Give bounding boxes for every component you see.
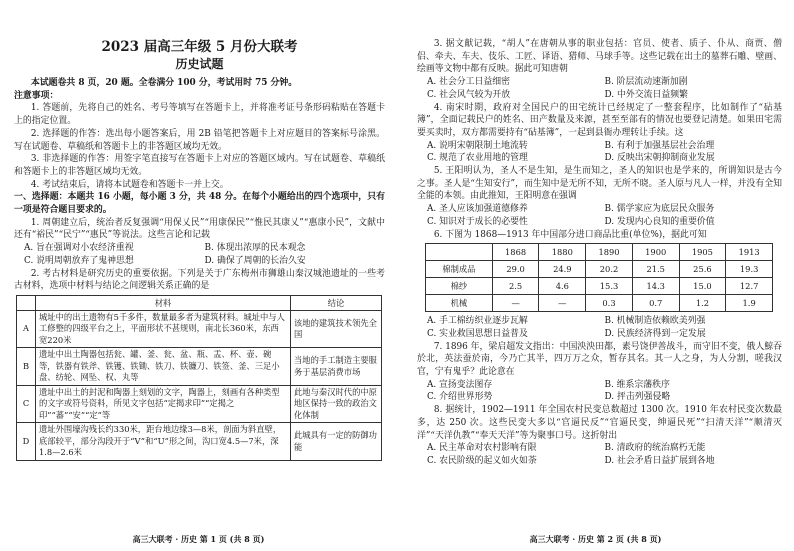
table-cell: 19.3 [726, 261, 773, 278]
q1-option-d: D. 确保了周朝的长治久安 [204, 255, 306, 266]
notice-item: 2. 选择题的作答：选出每小题答案后，用 2B 铅笔把答题卡上对应题目的答案标号涂黑。写在试题卷、草稿纸和答题卡上的非答题区域均无效。 [14, 128, 385, 152]
q4-option-b: B. 有利于加强基层社会治理 [604, 140, 715, 151]
material-cell: 遗址中出土陶器包括瓮、罐、釜、瓮、盆、瓶、盂、杯、壶、碗等，铁器有铁斧、铁镬、铁锄、铁刀、铁镰刀、铁签、釜、三足小盘、纺轮、网坠、权、丸等 [36, 348, 291, 386]
material-cell: 遗址中出土的封泥和陶器上刻划的文字，陶器上，刻画有各种类型的文字或符号资料，所见文字包括“定揭求印”“定揭之印”“蕃”“安”“定”等 [36, 385, 291, 423]
notice-item: 1. 答题前，先将自己的姓名、考号等填写在答题卡上，并将准考证号条形码粘贴在答题卡上的指定位置。 [14, 103, 385, 127]
material-header: 材料 [36, 295, 291, 310]
exam-title: 2023 届高三年级 5 月份大联考 [101, 39, 298, 55]
table-cell: 1.9 [726, 295, 773, 312]
row-label: C [17, 385, 36, 423]
q5-option-d: D. 发现内心良知的重要价值 [604, 216, 715, 227]
q2-stem: 2. 考古材料是研究历史的重要依据。下列是关于广东梅州市狮雄山秦汉城池遗址的一些考古材料，选项中材料与结论之间逻辑关系正确的是 [14, 268, 385, 292]
q5-option-b: B. 儒学家应为底层民众服务 [604, 204, 715, 215]
q4-option-a: A. 说明宋朝限制土地流转 [427, 140, 528, 151]
notice-item: 3. 非选择题的作答：用签字笔直接写在答题卡上对应的答题区域内。写在试题卷、草稿纸和答题卡上的非答题区域均无效。 [14, 154, 385, 177]
table-row [17, 348, 382, 386]
material-cell: 城址中的出土遗物有5千多件，数量最多者为建筑材料。城址中与人工修整的四级平台之上，平面形状不甚规则，南北长360米，东西宽220米 [36, 310, 291, 348]
section-heading: 一、选择题：本题共 16 小题，每小题 3 分，共 48 分。在每个小题给出的四个选项中，只有一项是符合题目要求的。 [14, 192, 385, 216]
conclusion-cell: 该地的建筑技术领先全国 [291, 310, 382, 348]
q8-option-c: C. 农民阶级的起义如火如荼 [427, 455, 537, 466]
q7-stem: 7. 1896 年，梁启超发文指出：中国泱泱田都，素号饶伊善战斗，而守旧不变，俄人鯨吞於北，英法蚕於南，今乃亡其半，四万万之众，暂存其名。其一人之身，为人分割，嗟我汉官，宁有鬼乎？此论意在 [417, 341, 782, 378]
q3-option-a: A. 社会分工日益细密 [427, 77, 511, 88]
q8-option-b: B. 清政府的统治腐朽无能 [604, 443, 706, 454]
page-footer-right: 高三大联考 · 历史 第 2 页 (共 8 页) [529, 534, 662, 544]
table-cell: 14.3 [632, 278, 679, 295]
q3-option-c: C. 社会风气较为开放 [427, 89, 511, 100]
q1-option-a: A. 旨在强调对小农经济重视 [24, 243, 134, 254]
conclusion-cell: 此地与秦汉时代的中原地区保持一致的政治文化体制 [291, 385, 382, 423]
table-row [17, 385, 382, 423]
q6-import-table [425, 243, 773, 312]
table-cell: 21.5 [632, 261, 679, 278]
row-label: D [17, 423, 36, 461]
q3-option-b: B. 阶层流动速渐加剧 [604, 77, 688, 88]
q7-option-a: A. 宣扬变法图存 [427, 379, 493, 390]
q6-stem: 6. 下图为 1868—1913 年中国部分进口商品比重(单位%)，据此可知 [433, 229, 707, 240]
row-label: 棉制成品 [426, 261, 493, 278]
material-cell: 遗址外围壕沟残长约330米，距台地边缘3—8米，剖面为斜直壁，底部较平，部分沟段开于“V”和“U”形之间，沟口宽4.5—7米，深1.8—2.6米 [36, 423, 291, 461]
q7-option-c: C. 介绍世界形势 [427, 392, 493, 403]
table-cell: — [492, 295, 539, 312]
table-cell: 15.3 [586, 278, 633, 295]
table-cell: 4.6 [539, 278, 586, 295]
q8-option-a: A. 民主革命对农村影响有限 [427, 443, 537, 454]
q7-options [417, 379, 782, 404]
q6-options [417, 315, 782, 340]
q4-stem: 4. 南宋时期，政府对全国民户的田宅统计已经规定了一整套程序，比如制作了“砧基簿”，全面记载民户的姓名、田产数量及来源，甚至至部有的情况也要登记清楚。如果田宅需要买卖时，双方都需要持有“砧基簿”，一起到县衙办理转让手续。这 [417, 102, 782, 138]
page-footer-left: 高三大联考 · 历史 第 1 页 (共 8 页) [132, 534, 265, 544]
year-header: 1880 [539, 244, 586, 261]
conclusion-header: 结论 [291, 295, 382, 310]
q5-options [417, 203, 782, 228]
q1-option-c: C. 说明周朝放弃了鬼神思想 [24, 255, 134, 266]
q1-options [14, 242, 385, 267]
q8-stem: 8. 据统计，1902—1911 年全国农村民变总数超过 1300 次。1910 年农村民变次数最多，达 250 次。这些民变大多以“官逼民反”“官逼民变，绅逼民死”“扫清天洋”“顺清灭洋”“天洋仇教”“奉天天洋”等为聚事口号。这折射出 [417, 405, 782, 441]
q5-option-c: C. 知识对于成长的必要性 [427, 216, 528, 227]
year-header: 1868 [492, 244, 539, 261]
table-corner [17, 295, 36, 310]
table-corner [426, 244, 493, 261]
table-cell: 2.5 [492, 278, 539, 295]
q1-option-b: B. 体现出浓厚的民本观念 [204, 243, 306, 254]
table-row [17, 423, 382, 461]
q3-option-d: D. 中外交流日益频繁 [604, 89, 688, 100]
row-label: 棉纱 [426, 278, 493, 295]
year-header: 1890 [586, 244, 633, 261]
q6-option-d: D. 民族经济得到一定发展 [604, 328, 706, 339]
exam-intro: 本试题卷共 8 页，20 题。全卷满分 100 分，考试用时 75 分钟。 [30, 78, 298, 88]
q6-option-c: C. 实业救国思想日益普及 [427, 328, 528, 339]
q7-option-d: D. 抨击列强侵略 [604, 392, 671, 403]
row-label: B [17, 348, 36, 386]
table-cell: 0.3 [586, 295, 633, 312]
table-cell: 25.6 [679, 261, 726, 278]
q3-options [417, 76, 782, 101]
q8-option-d: D. 社会矛盾日益扩展到各地 [604, 455, 715, 466]
table-row [426, 295, 773, 312]
notice-heading: 注意事项： [14, 90, 59, 101]
row-label: 机械 [426, 295, 493, 312]
q5-option-a: A. 圣人应该加强道德修养 [427, 204, 528, 215]
q8-options [417, 442, 782, 467]
year-header: 1900 [632, 244, 679, 261]
q4-option-d: D. 反映出宋朝抑制商业发展 [604, 153, 715, 164]
q6-option-b: B. 机械制造依赖欧美列强 [604, 316, 706, 327]
table-row [426, 261, 773, 278]
q6-option-a: A. 手工棉纺织业逐步瓦解 [427, 316, 528, 327]
table-row [17, 310, 382, 348]
q1-stem: 1. 周朝建立后，统治者反复强调“用保乂民”“用康保民”“惟民其康乂”“惠康小民”，文献中还有“裕民”“民宁”“惠民”等说法。这些言论和记载 [14, 217, 385, 241]
row-label: A [17, 310, 36, 348]
q2-material-table [16, 295, 382, 461]
notice-item: 4. 考试结束后，请将本试题卷和答题卡一并上交。 [30, 179, 229, 190]
year-header: 1913 [726, 244, 773, 261]
q3-stem: 3. 据文献记载，“胡人”在唐朝从事的职业包括：官员、使者、质子、仆从、商贾、僧侣、牵夫、车夫、伎乐、工匠、译语、猎师、马球手等。这些记载在出土的墓葬石雕、壁画、绘画等文物中都有反映。据此可知唐朝 [417, 39, 782, 75]
right-page [397, 0, 794, 551]
table-row [426, 278, 773, 295]
q4-options [417, 140, 782, 165]
q7-option-b: B. 维系宗藩秩序 [604, 379, 670, 390]
table-cell: 1.2 [679, 295, 726, 312]
table-cell: — [539, 295, 586, 312]
conclusion-cell: 当地的手工制造主要服务于基层消费市场 [291, 348, 382, 386]
table-cell: 15.0 [679, 278, 726, 295]
year-header: 1905 [679, 244, 726, 261]
table-cell: 29.0 [492, 261, 539, 278]
table-cell: 12.7 [726, 278, 773, 295]
table-cell: 20.2 [586, 261, 633, 278]
table-header-row [426, 244, 773, 261]
conclusion-cell: 此城具有一定的防御功能 [291, 423, 382, 461]
table-cell: 0.7 [632, 295, 679, 312]
q5-stem: 5. 王阳明认为，圣人不是生知，是生而知之，圣人的知识也是学来的，所谓知识是古今之事。圣人是“生知安行”，而生知中是无所不知，无所不晓。圣人原与凡人一样，并没有全知全能的本领。由此推知，王阳明意在强调 [417, 166, 782, 202]
q4-option-c: C. 规范了农业用地的管理 [427, 153, 528, 164]
table-cell: 24.9 [539, 261, 586, 278]
exam-subtitle: 历史试题 [175, 57, 224, 71]
